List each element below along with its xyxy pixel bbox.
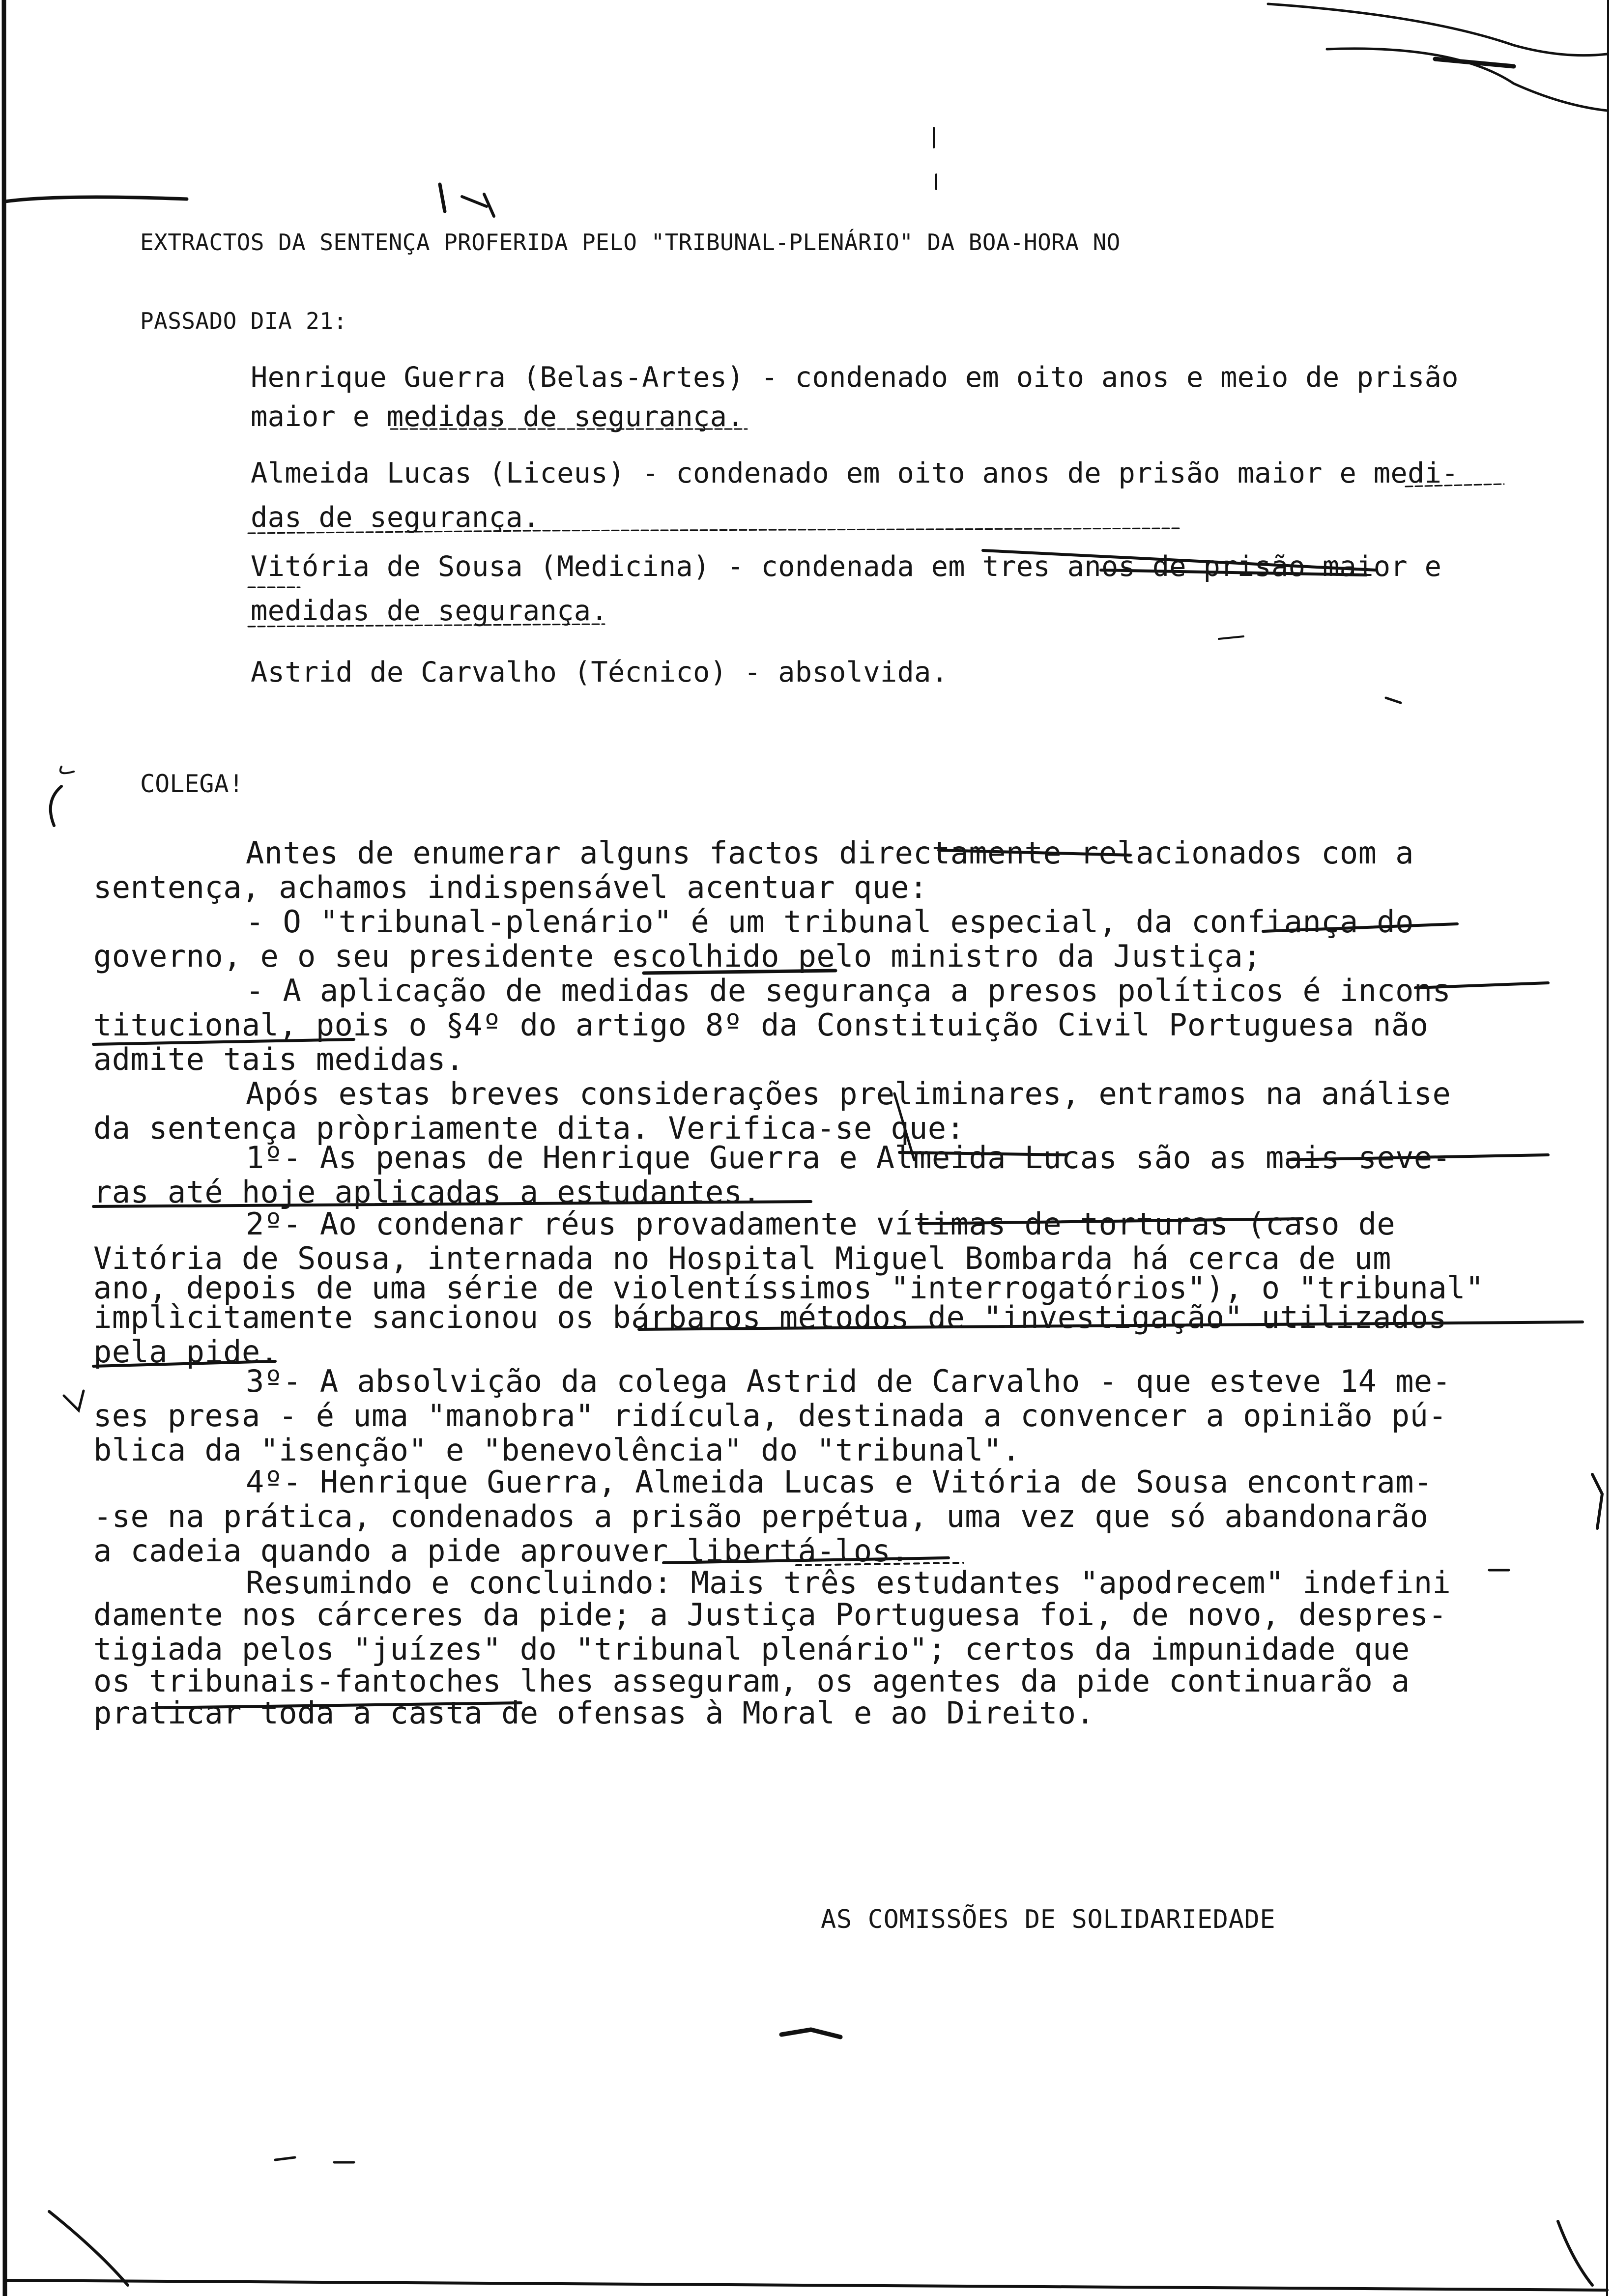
body-line: os tribunais-fantoches lhes asseguram, os agentes da pide continuarão a xyxy=(93,1663,1410,1699)
body-line: da sentença pròpriamente dita. Verifica-se que: xyxy=(93,1110,965,1146)
sentence-guerra: Henrique Guerra (Belas-Artes) - condenado em oito anos e meio de prisão xyxy=(251,361,1459,394)
body-line: Antes de enumerar alguns factos directamente relacionados com a xyxy=(246,835,1414,871)
sentence-guerra-cont: maior e medidas de segurança. xyxy=(251,401,744,433)
body-line: ano, depois de uma série de violentíssimos "interrogatórios"), o "tribunal" xyxy=(93,1270,1484,1306)
body-line: titucional, pois o §4º do artigo 8º da Constituição Civil Portuguesa não xyxy=(93,1007,1429,1043)
header-line-1: EXTRACTOS DA SENTENÇA PROFERIDA PELO "TRIBUNAL-PLENÁRIO" DA BOA-HORA NO xyxy=(140,229,1121,256)
body-line: Resumindo e concluindo: Mais três estudantes "apodrecem" indefini xyxy=(246,1565,1451,1601)
body-line: blica da "isenção" e "benevolência" do "tribunal". xyxy=(93,1432,1021,1468)
sentence-lucas: Almeida Lucas (Liceus) - condenado em oito anos de prisão maior e medi- xyxy=(251,457,1459,489)
body-line: implìcitamente sancionou os bárbaros métodos de "investigação" utilizados xyxy=(93,1299,1447,1335)
body-line: 3º- A absolvição da colega Astrid de Carvalho - que esteve 14 me- xyxy=(246,1363,1451,1399)
salutation: COLEGA! xyxy=(140,770,244,798)
body-line: pela pide. xyxy=(93,1334,279,1370)
signature: AS COMISSÕES DE SOLIDARIEDADE xyxy=(821,1905,1276,1934)
body-line: governo, e o seu presidente escolhido pelo ministro da Justiça; xyxy=(93,938,1262,974)
body-line: -se na prática, condenados a prisão perpétua, uma vez que só abandonarão xyxy=(93,1498,1429,1534)
body-line: damente nos cárceres da pide; a Justiça Portuguesa foi, de novo, despres- xyxy=(93,1597,1447,1633)
header-line-2: PASSADO DIA 21: xyxy=(140,308,347,334)
body-line: 2º- Ao condenar réus provadamente vítimas de torturas (caso de xyxy=(246,1206,1396,1242)
body-line: 1º- As penas de Henrique Guerra e Almeida Lucas são as mais seve- xyxy=(246,1140,1451,1176)
sentence-sousa: Vitória de Sousa (Medicina) - condenada em tres anos de prisão maior e xyxy=(251,550,1442,583)
body-line: praticar toda a casta de ofensas à Moral e ao Direito. xyxy=(93,1695,1095,1731)
sentence-carvalho: Astrid de Carvalho (Técnico) - absolvida. xyxy=(251,656,949,689)
body-line: tigiada pelos "juízes" do "tribunal plenário"; certos da impunidade que xyxy=(93,1631,1410,1667)
body-line: Após estas breves considerações preliminares, entramos na análise xyxy=(246,1076,1451,1112)
body-line: Vitória de Sousa, internada no Hospital Miguel Bombarda há cerca de um xyxy=(93,1240,1391,1276)
sentence-sousa-cont: medidas de segurança. xyxy=(251,595,608,627)
body-line: ras até hoje aplicadas a estudantes. xyxy=(93,1174,761,1210)
body-line: admite tais medidas. xyxy=(93,1041,464,1077)
sentence-lucas-cont: das de segurança. xyxy=(251,501,540,534)
body-line: 4º- Henrique Guerra, Almeida Lucas e Vitória de Sousa encontram- xyxy=(246,1464,1433,1500)
body-line: a cadeia quando a pide aprouver libertá-los. xyxy=(93,1533,909,1569)
body-line: - A aplicação de medidas de segurança a presos políticos é incons xyxy=(246,973,1451,1008)
body-line: ses presa - é uma "manobra" ridícula, destinada a convencer a opinião pú- xyxy=(93,1398,1447,1434)
body-line: - O "tribunal-plenário" é um tribunal especial, da confiança do xyxy=(246,904,1414,940)
body-line: sentença, achamos indispensável acentuar que: xyxy=(93,869,928,905)
